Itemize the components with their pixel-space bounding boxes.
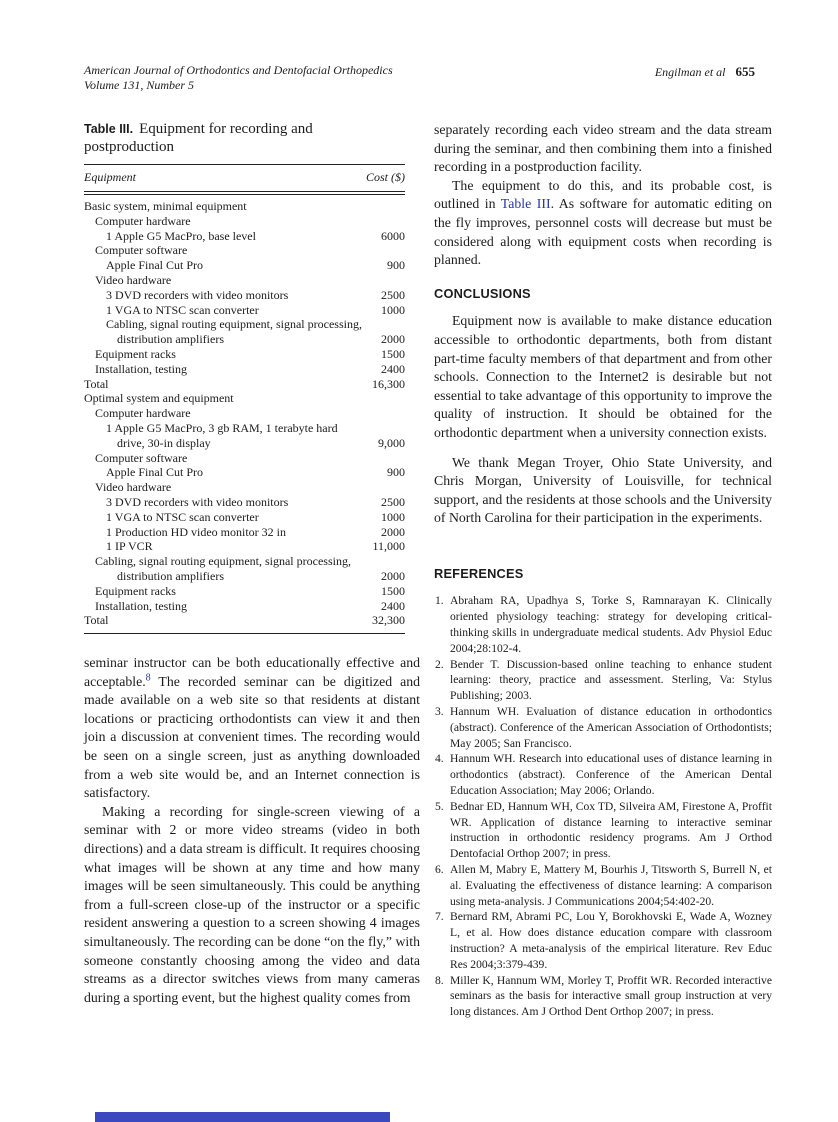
left-column <box>84 120 420 1007</box>
row-cost: 2000 <box>381 568 405 583</box>
table-row <box>84 554 405 569</box>
table-title-text: Equipment for recording and postproduction <box>84 121 313 155</box>
row-text: Equipment racks <box>95 583 176 598</box>
row-text: 1 Apple G5 MacPro, base level <box>106 228 256 243</box>
table-row <box>84 436 405 451</box>
row-text: 3 DVD recorders with video monitors <box>106 494 289 509</box>
reference-item <box>434 704 772 751</box>
table-row <box>84 613 405 628</box>
row-text: 1 VGA to NTSC scan converter <box>106 302 259 317</box>
reference-number: 7. <box>435 910 444 924</box>
row-text: Cabling, signal routing equipment, signal processing, <box>106 317 362 332</box>
acknowledgment-paragraph: We thank Megan Troyer, Ohio State University, and Chris Morgan, University of Louisville, for technical support, and the residents at those schools and the University of North Carolina for their participation in the experiments. <box>434 454 772 526</box>
table-row <box>84 480 405 495</box>
reference-item <box>434 909 772 972</box>
row-text: Equipment racks <box>95 346 176 361</box>
table-row <box>84 273 405 288</box>
reference-list <box>434 593 772 1020</box>
row-text: Video hardware <box>95 480 172 495</box>
row-cost: 1000 <box>381 302 405 317</box>
table-row <box>84 421 405 436</box>
left-body-text <box>84 654 420 1007</box>
table-row <box>84 214 405 229</box>
reference-number: 8. <box>435 973 444 987</box>
table-row <box>84 525 405 540</box>
references-heading: REFERENCES <box>434 565 524 581</box>
row-text: Basic system, minimal equipment <box>84 199 247 213</box>
row-text: Cabling, signal routing equipment, signal processing, <box>95 554 351 569</box>
row-cost: 2400 <box>381 598 405 613</box>
conclusions-heading: CONCLUSIONS <box>434 285 531 301</box>
row-cost: 6000 <box>381 228 405 243</box>
row-text: 1 Apple G5 MacPro, 3 gb RAM, 1 terabyte hard <box>106 420 338 435</box>
paragraph: Making a recording for single-screen viewing of a seminar with 2 or more video streams (video in both directions) and a data stream is difficult. It requires choosing what images will be shown at any time and how many images will be seen simultaneously. This could be anything from a full-screen close-up of the instructor or a specific resident answering a question to a screen showing 4 images simultaneously. The recording can be done “on the fly,” with someone constantly choosing among the video and data streams as a director switches views from many cameras during a sporting event, but the highest quality comes from <box>84 803 420 1005</box>
row-cost: 2000 <box>381 524 405 539</box>
reference-text: Bender T. Discussion-based online teaching to enhance student learning: theory, practice and assessment. Sterling, Va: Stylus Publishing; 2003. <box>450 657 772 703</box>
table-bottom-rule <box>84 633 405 634</box>
paragraph-text: The equipment to do this, and its probable cost, is outlined in <box>434 177 772 212</box>
table-row <box>84 347 405 362</box>
table-row <box>84 495 405 510</box>
right-column <box>434 121 772 1020</box>
journal-identification <box>84 63 393 93</box>
table-row <box>84 406 405 421</box>
row-cost: 1000 <box>381 509 405 524</box>
row-text: Installation, testing <box>95 598 187 613</box>
reference-text: Bernard RM, Abrami PC, Lou Y, Borokhovski E, Wade A, Wozney L, et al. How does distance education compare with classroom instruction? A meta-analysis of the empirical literature. Rev Educ Res 2004;3:379-439. <box>450 910 772 971</box>
reference-text: Hannum WH. Research into educational uses of distance learning in orthodontics (abstract). Conference of the American Dental Education Association; May 2006; Orlando. <box>450 752 772 798</box>
row-text: Computer hardware <box>95 406 191 421</box>
reference-item <box>434 799 772 862</box>
reference-item <box>434 751 772 798</box>
table-row <box>84 288 405 303</box>
paragraph-text: seminar instructor can be both educationally effective and acceptable. <box>84 655 420 689</box>
column-header-equipment: Equipment <box>84 170 136 184</box>
table-row <box>84 465 405 480</box>
reference-number: 5. <box>435 799 444 813</box>
row-text: Total <box>84 376 109 391</box>
table-row <box>84 451 405 466</box>
row-cost: 16,300 <box>372 376 405 391</box>
row-cost: 9,000 <box>378 435 405 450</box>
table-body <box>84 195 405 633</box>
row-text: Optimal system and equipment <box>84 391 234 406</box>
row-text: distribution amplifiers <box>117 568 224 583</box>
table-caption <box>84 120 405 156</box>
row-text: drive, 30-in display <box>117 435 211 450</box>
row-text: 1 Production HD video monitor 32 in <box>106 524 286 539</box>
reference-text: Allen M, Mabry E, Mattery M, Bourhis J, Titsworth S, Burrell N, et al. Evaluating the effectiveness of distance learning: A comparison using meta-analysis. J Communications 2004;54:402-20. <box>450 863 772 908</box>
journal-volume: Volume 131, Number 5 <box>84 78 194 92</box>
row-cost: 1500 <box>381 583 405 598</box>
table-row <box>84 569 405 584</box>
reference-text: Abraham RA, Upadhya S, Torke S, Ramnarayan K. Clinically oriented physiology teaching: strategy for developing critical-thinking skills in undergraduate medical students. Adv Physiol Educ 2004;28:102-4. <box>450 594 772 655</box>
paragraph <box>434 177 772 270</box>
row-text: Apple Final Cut Pro <box>106 258 204 273</box>
authors-label: Engilman et al <box>654 65 726 79</box>
conclusions-paragraph: Equipment now is available to make distance education accessible to orthodontic departments, both from distant part-time faculty members of that department and from other schools. Connection to the Internet2 is desirable but not essential to take advantage of this opportunity to improve the quality of instruction. It should be obtained for the orthodontic department when a university connection exists. <box>434 313 772 440</box>
table-row <box>84 229 405 244</box>
footer-bar <box>95 1112 390 1122</box>
table-row <box>84 317 405 332</box>
table-label: Table III. <box>84 122 134 136</box>
row-cost: 2400 <box>381 361 405 376</box>
table-row <box>84 362 405 377</box>
reference-number: 2. <box>435 657 444 671</box>
reference-item <box>434 973 772 1020</box>
row-cost: 1500 <box>381 346 405 361</box>
row-cost: 2000 <box>381 332 405 347</box>
row-text: 3 DVD recorders with video monitors <box>106 287 289 302</box>
paragraph-text: . As software for automatic editing on the fly improves, personnel costs will decrease but must be considered along with equipment costs when recording is planned. <box>434 196 772 268</box>
column-header-cost: Cost ($) <box>366 170 405 184</box>
reference-text: Bednar ED, Hannum WH, Cox TD, Silveira AM, Firestone A, Proffit WR. Application of distance learning to interactive seminar instruction in orthodontic residency programs. Am J Orthod Dentofacial Orthop 2007; in press. <box>450 799 772 861</box>
reference-item <box>434 657 772 704</box>
reference-item <box>434 862 772 909</box>
row-text: Total <box>84 613 109 628</box>
reference-number: 6. <box>435 863 444 877</box>
row-text: Computer hardware <box>95 213 191 228</box>
reference-8-citation-link[interactable]: 8 <box>145 672 151 684</box>
page-number: 655 <box>735 64 755 79</box>
reference-item <box>434 593 772 656</box>
row-text: 1 VGA to NTSC scan converter <box>106 509 259 524</box>
table-row <box>84 510 405 525</box>
table-row <box>84 391 405 406</box>
reference-number: 4. <box>435 752 444 766</box>
journal-title: American Journal of Orthodontics and Dentofacial Orthopedics <box>84 63 393 77</box>
table-row <box>84 584 405 599</box>
table-iii-link[interactable]: Table III <box>500 196 551 212</box>
paragraph-text: The recorded seminar can be digitized and made available on a web site so that residents at distant locations or practicing orthodontists can view it and then join a discussion at convenient times. The recording would be seen on a single screen, just as anything downloaded from a web site would be, and an Internet connection is satisfactory. <box>84 673 420 801</box>
row-text: Installation, testing <box>95 361 187 376</box>
reference-number: 1. <box>435 594 444 608</box>
row-text: Computer software <box>95 450 188 465</box>
row-cost: 900 <box>387 465 405 480</box>
row-cost: 2500 <box>381 494 405 509</box>
row-cost: 2500 <box>381 287 405 302</box>
table-row <box>84 599 405 614</box>
table-row <box>84 258 405 273</box>
table-row <box>84 199 405 214</box>
table-row <box>84 377 405 392</box>
table-row <box>84 303 405 318</box>
running-head <box>84 63 755 93</box>
table-row <box>84 243 405 258</box>
reference-text: Hannum WH. Evaluation of distance education in orthodontics (abstract). Conference of the American Association of Orthodontists; May 2005; San Francisco. <box>450 705 772 750</box>
reference-number: 3. <box>435 705 444 719</box>
row-cost: 32,300 <box>372 613 405 628</box>
row-text: Computer software <box>95 243 188 258</box>
paragraph <box>84 654 420 803</box>
row-text: distribution amplifiers <box>117 332 224 347</box>
running-head-right <box>655 63 755 80</box>
row-cost: 900 <box>387 258 405 273</box>
row-text: Apple Final Cut Pro <box>106 465 204 480</box>
row-text: Video hardware <box>95 272 172 287</box>
table-header-row <box>84 165 405 191</box>
reference-text: Miller K, Hannum WM, Morley T, Proffit WR. Recorded interactive seminars as the basis for interactive small group instruction at very long distances. Am J Orthod Dent Orthop 2007; in press. <box>450 973 772 1019</box>
row-cost: 11,000 <box>372 539 405 554</box>
row-text: 1 IP VCR <box>106 539 153 554</box>
equipment-cost-table <box>84 120 405 634</box>
table-row <box>84 332 405 347</box>
paragraph: separately recording each video stream and the data stream during the seminar, and then combining them into a finished recording in a postproduction facility. <box>434 122 772 175</box>
table-row <box>84 539 405 554</box>
